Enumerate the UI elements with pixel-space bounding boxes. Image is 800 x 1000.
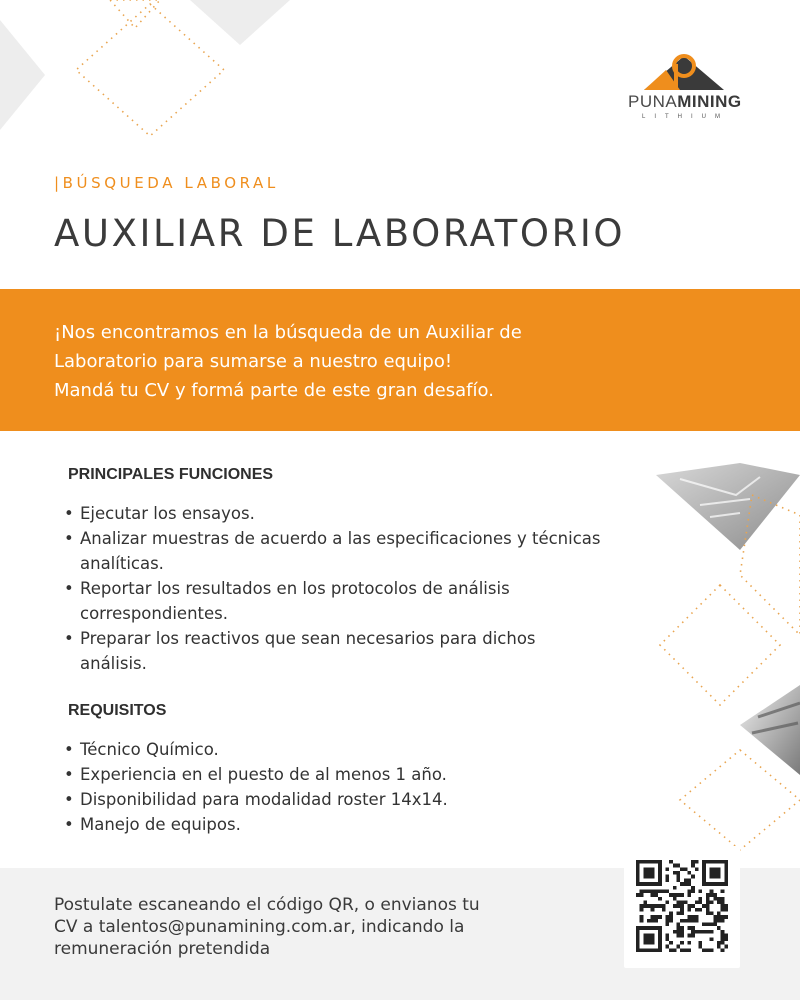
puna-mining-logo: [622, 48, 746, 128]
list-item: • Preparar los reactivos que sean necesarios para dichos análisis.: [62, 626, 602, 676]
section-title-requisitos: REQUISITOS: [68, 702, 167, 719]
logo-tagline: LITHIUM: [642, 114, 729, 120]
footer-text: [54, 894, 574, 960]
list-item: • Técnico Químico.: [62, 737, 602, 762]
decorative-diamonds: [0, 0, 300, 150]
list-item: • Ejecutar los ensayos.: [62, 501, 602, 526]
page-title: AUXILIAR DE LABORATORIO: [54, 212, 626, 255]
qr-card[interactable]: [624, 846, 740, 968]
decorative-photo-diamonds: [640, 455, 800, 865]
list-item: • Experiencia en el puesto de al menos 1 año.: [62, 762, 602, 787]
kicker: [54, 174, 279, 192]
list-item: • Reportar los resultados en los protocolos de análisis correspondientes.: [62, 576, 602, 626]
funciones-list: [62, 501, 602, 676]
intro-line: Laboratorio para sumarse a nuestro equipo!: [54, 351, 453, 372]
intro-line: Mandá tu CV y formá parte de este gran desafío.: [54, 380, 494, 401]
footer-line: Postulate escaneando el código QR, o envianos tu: [54, 895, 480, 915]
footer-line: remuneración pretendida: [54, 939, 271, 959]
logo-name-bold: MINING: [677, 92, 742, 111]
list-item: • Manejo de equipos.: [62, 812, 602, 837]
kicker-text: BÚSQUEDA LABORAL: [62, 174, 279, 192]
intro-text: [54, 318, 774, 405]
logo-name-regular: PUNA: [628, 92, 678, 111]
mountain-logo-icon: [622, 48, 746, 92]
list-item: • Analizar muestras de acuerdo a las especificaciones y técnicas analíticas.: [62, 526, 602, 576]
intro-line: ¡Nos encontramos en la búsqueda de un Auxiliar de: [54, 322, 522, 343]
qr-code-icon[interactable]: [636, 860, 728, 952]
list-item: • Disponibilidad para modalidad roster 14x14.: [62, 787, 602, 812]
section-title-funciones: PRINCIPALES FUNCIONES: [68, 466, 274, 483]
footer-line: CV a talentos@punamining.com.ar, indicando la: [54, 917, 465, 937]
requisitos-list: [62, 737, 602, 837]
logo-wordmark: [628, 92, 742, 112]
kicker-bar: |: [54, 174, 63, 192]
